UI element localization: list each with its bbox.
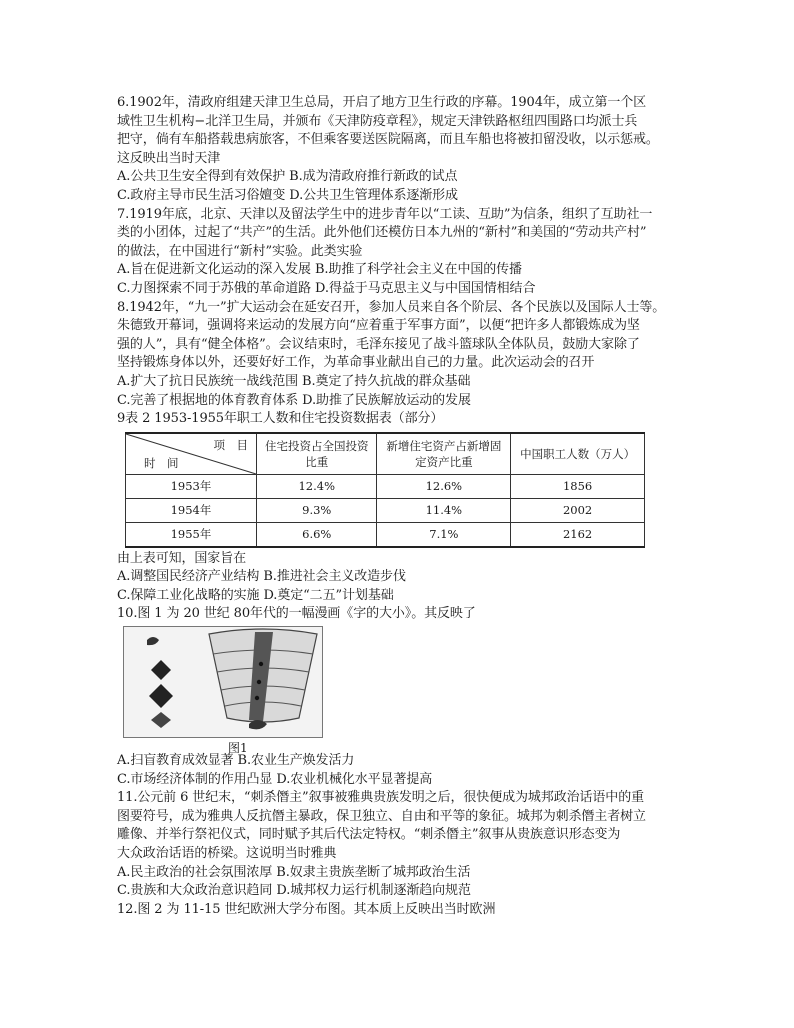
table-cell: 9.3% bbox=[257, 498, 377, 522]
q7-options-ab: A.旨在促进新文化运动的深入发展 B.助推了科学社会主义在中国的传播 bbox=[117, 262, 522, 278]
q10-options-ab: A.扫盲教育成效显著 B.农业生产焕发活力 bbox=[117, 753, 355, 769]
question-6 bbox=[117, 94, 697, 206]
cartoon-illustration bbox=[123, 626, 323, 738]
q8-stem-line-1: 8.1942年，“九一”扩大运动会在延安召开，参加人员来自各个阶层、各个民族以及国际人士等。 bbox=[117, 299, 666, 315]
table-cell: 1955年 bbox=[126, 522, 257, 547]
q12-stem: 12.图 2 为 11-15 世纪欧洲大学分布图。其本质上反映出当时欧洲 bbox=[117, 901, 496, 917]
table-header-cell bbox=[257, 433, 377, 475]
q9-table-title: 9表 2 1953-1955年职工人数和住宅投资数据表（部分） bbox=[117, 411, 444, 427]
q8-stem-line-4: 坚持锻炼身体以外，还要好好工作，为革命事业献出自己的力量。此次运动会的召开 bbox=[117, 355, 595, 371]
q7-stem-line-1: 7.1919年底，北京、天津以及留法学生中的进步青年以“工读、互助”为信条，组织了互助社一 bbox=[117, 206, 653, 222]
q8-stem-line-2: 朱德致开幕词，强调将来运动的发展方向“应着重于军事方面”，以便“把许多人都锻炼成为坚 bbox=[117, 318, 640, 334]
q10-stem: 10.图 1 为 20 世纪 80年代的一幅漫画《字的大小》。其反映了 bbox=[117, 606, 476, 622]
header-2-line-2: 定资产比重 bbox=[415, 454, 473, 469]
question-12 bbox=[117, 901, 697, 920]
table-header-cell bbox=[511, 433, 645, 475]
table-row bbox=[126, 522, 645, 547]
question-7 bbox=[117, 206, 697, 299]
q6-stem-line-3: 把守，倘有车船搭载患病旅客，不但乘客要送医院隔离，而且车船也将被扣留没收，以示惩戒。 bbox=[117, 132, 659, 148]
header-1-line-1: 住宅投资占全国投资 bbox=[264, 438, 369, 453]
table-header-row bbox=[126, 433, 645, 475]
table-cell: 12.4% bbox=[257, 474, 377, 498]
header-1-line-2: 比重 bbox=[305, 454, 329, 469]
q10-options-cd: C.市场经济体制的作用凸显 D.农业机械化水平显著提高 bbox=[117, 771, 433, 787]
q6-stem-line-1: 6.1902年，清政府组建天津卫生总局，开启了地方卫生行政的序幕。1904年，成立第一个区 bbox=[117, 95, 647, 110]
corner-label-time: 时 间 bbox=[144, 455, 179, 470]
table-corner-cell bbox=[126, 433, 257, 475]
q8-options-ab: A.扩大了抗日民族统一战线范围 B.奠定了持久抗战的群众基础 bbox=[117, 373, 471, 389]
table-cell: 6.6% bbox=[257, 522, 377, 547]
table-cell: 11.4% bbox=[377, 498, 511, 522]
q6-stem-line-4: 这反映出当时天津 bbox=[117, 150, 221, 166]
exam-page bbox=[117, 94, 697, 919]
table-row bbox=[126, 474, 645, 498]
q11-stem-line-3: 雕像、并举行祭祀仪式，同时赋予其后代法定特权。“刺杀僭主”叙事从贵族意识形态变为 bbox=[117, 827, 621, 843]
q9-options-cd: C.保障工业化战略的实施 D.奠定“二五”计划基础 bbox=[117, 587, 394, 603]
q8-stem-line-3: 强的人”，具有“健全体格”。会议结束时，毛泽东接见了战斗篮球队全体队员，鼓励大家除了 bbox=[117, 336, 640, 352]
table-cell: 1953年 bbox=[126, 474, 257, 498]
question-10 bbox=[117, 605, 697, 789]
table-cell: 7.1% bbox=[377, 522, 511, 547]
q11-stem-line-2: 图要符号，成为雅典人反抗僭主暴政，保卫独立、自由和平等的象征。城邦为刺杀僭主者树立 bbox=[117, 808, 646, 824]
question-9 bbox=[117, 410, 697, 605]
header-3-line-1: 中国职工人数（万人） bbox=[520, 446, 636, 461]
q9-options-ab: A.调整国民经济产业结构 B.推进社会主义改造步伐 bbox=[117, 569, 406, 585]
table-header-cell bbox=[377, 433, 511, 475]
table-cell: 2002 bbox=[511, 498, 645, 522]
q7-stem-line-2: 类的小团体，过起了“共产”的生活。此外他们还模仿日本九州的“新村”和美国的“劳动共产村” bbox=[117, 225, 647, 241]
question-11 bbox=[117, 789, 697, 901]
q7-options-cd: C.力图探索不同于苏俄的革命道路 D.得益于马克思主义与中国国情相结合 bbox=[117, 280, 536, 296]
figure-caption: 图1 bbox=[228, 741, 248, 756]
table-row bbox=[126, 498, 645, 522]
q9-stem: 由上表可知，国家旨在 bbox=[117, 550, 247, 566]
data-table bbox=[125, 432, 645, 548]
q8-options-cd: C.完善了根据地的体育教育体系 D.助推了民族解放运动的发展 bbox=[117, 392, 471, 408]
question-8 bbox=[117, 299, 697, 411]
table-cell: 12.6% bbox=[377, 474, 511, 498]
q6-options-cd: C.政府主导市民生活习俗嬗变 D.公共卫生管理体系逐渐形成 bbox=[117, 187, 458, 203]
table-cell: 2162 bbox=[511, 522, 645, 547]
q7-stem-line-3: 的做法，在中国进行“新村”实验。此类实验 bbox=[117, 243, 363, 259]
q6-options-ab: A.公共卫生安全得到有效保护 B.成为清政府推行新政的试点 bbox=[117, 169, 458, 185]
table-cell: 1954年 bbox=[126, 498, 257, 522]
q11-options-ab: A.民主政治的社会氛围浓厚 B.奴隶主贵族垄断了城邦政治生活 bbox=[117, 864, 471, 880]
corner-label-item: 项 目 bbox=[213, 437, 248, 452]
q11-stem-line-4: 大众政治话语的桥梁。这说明当时雅典 bbox=[117, 846, 337, 862]
q11-options-cd: C.贵族和大众政治意识趋同 D.城邦权力运行机制逐渐趋向规范 bbox=[117, 883, 471, 899]
cartoon-figure bbox=[123, 626, 323, 756]
table-cell: 1856 bbox=[511, 474, 645, 498]
header-2-line-1: 新增住宅资产占新增固 bbox=[386, 438, 502, 453]
q6-stem-line-2: 域性卫生机构−北洋卫生局，并颁布《天津防疫章程》，规定天津铁路枢纽四围路口均派士兵 bbox=[117, 113, 638, 129]
q11-stem-line-1: 11.公元前 6 世纪末，“刺杀僭主”叙事被雅典贵族发明之后，很快便成为城邦政治话语中的重 bbox=[117, 790, 645, 806]
